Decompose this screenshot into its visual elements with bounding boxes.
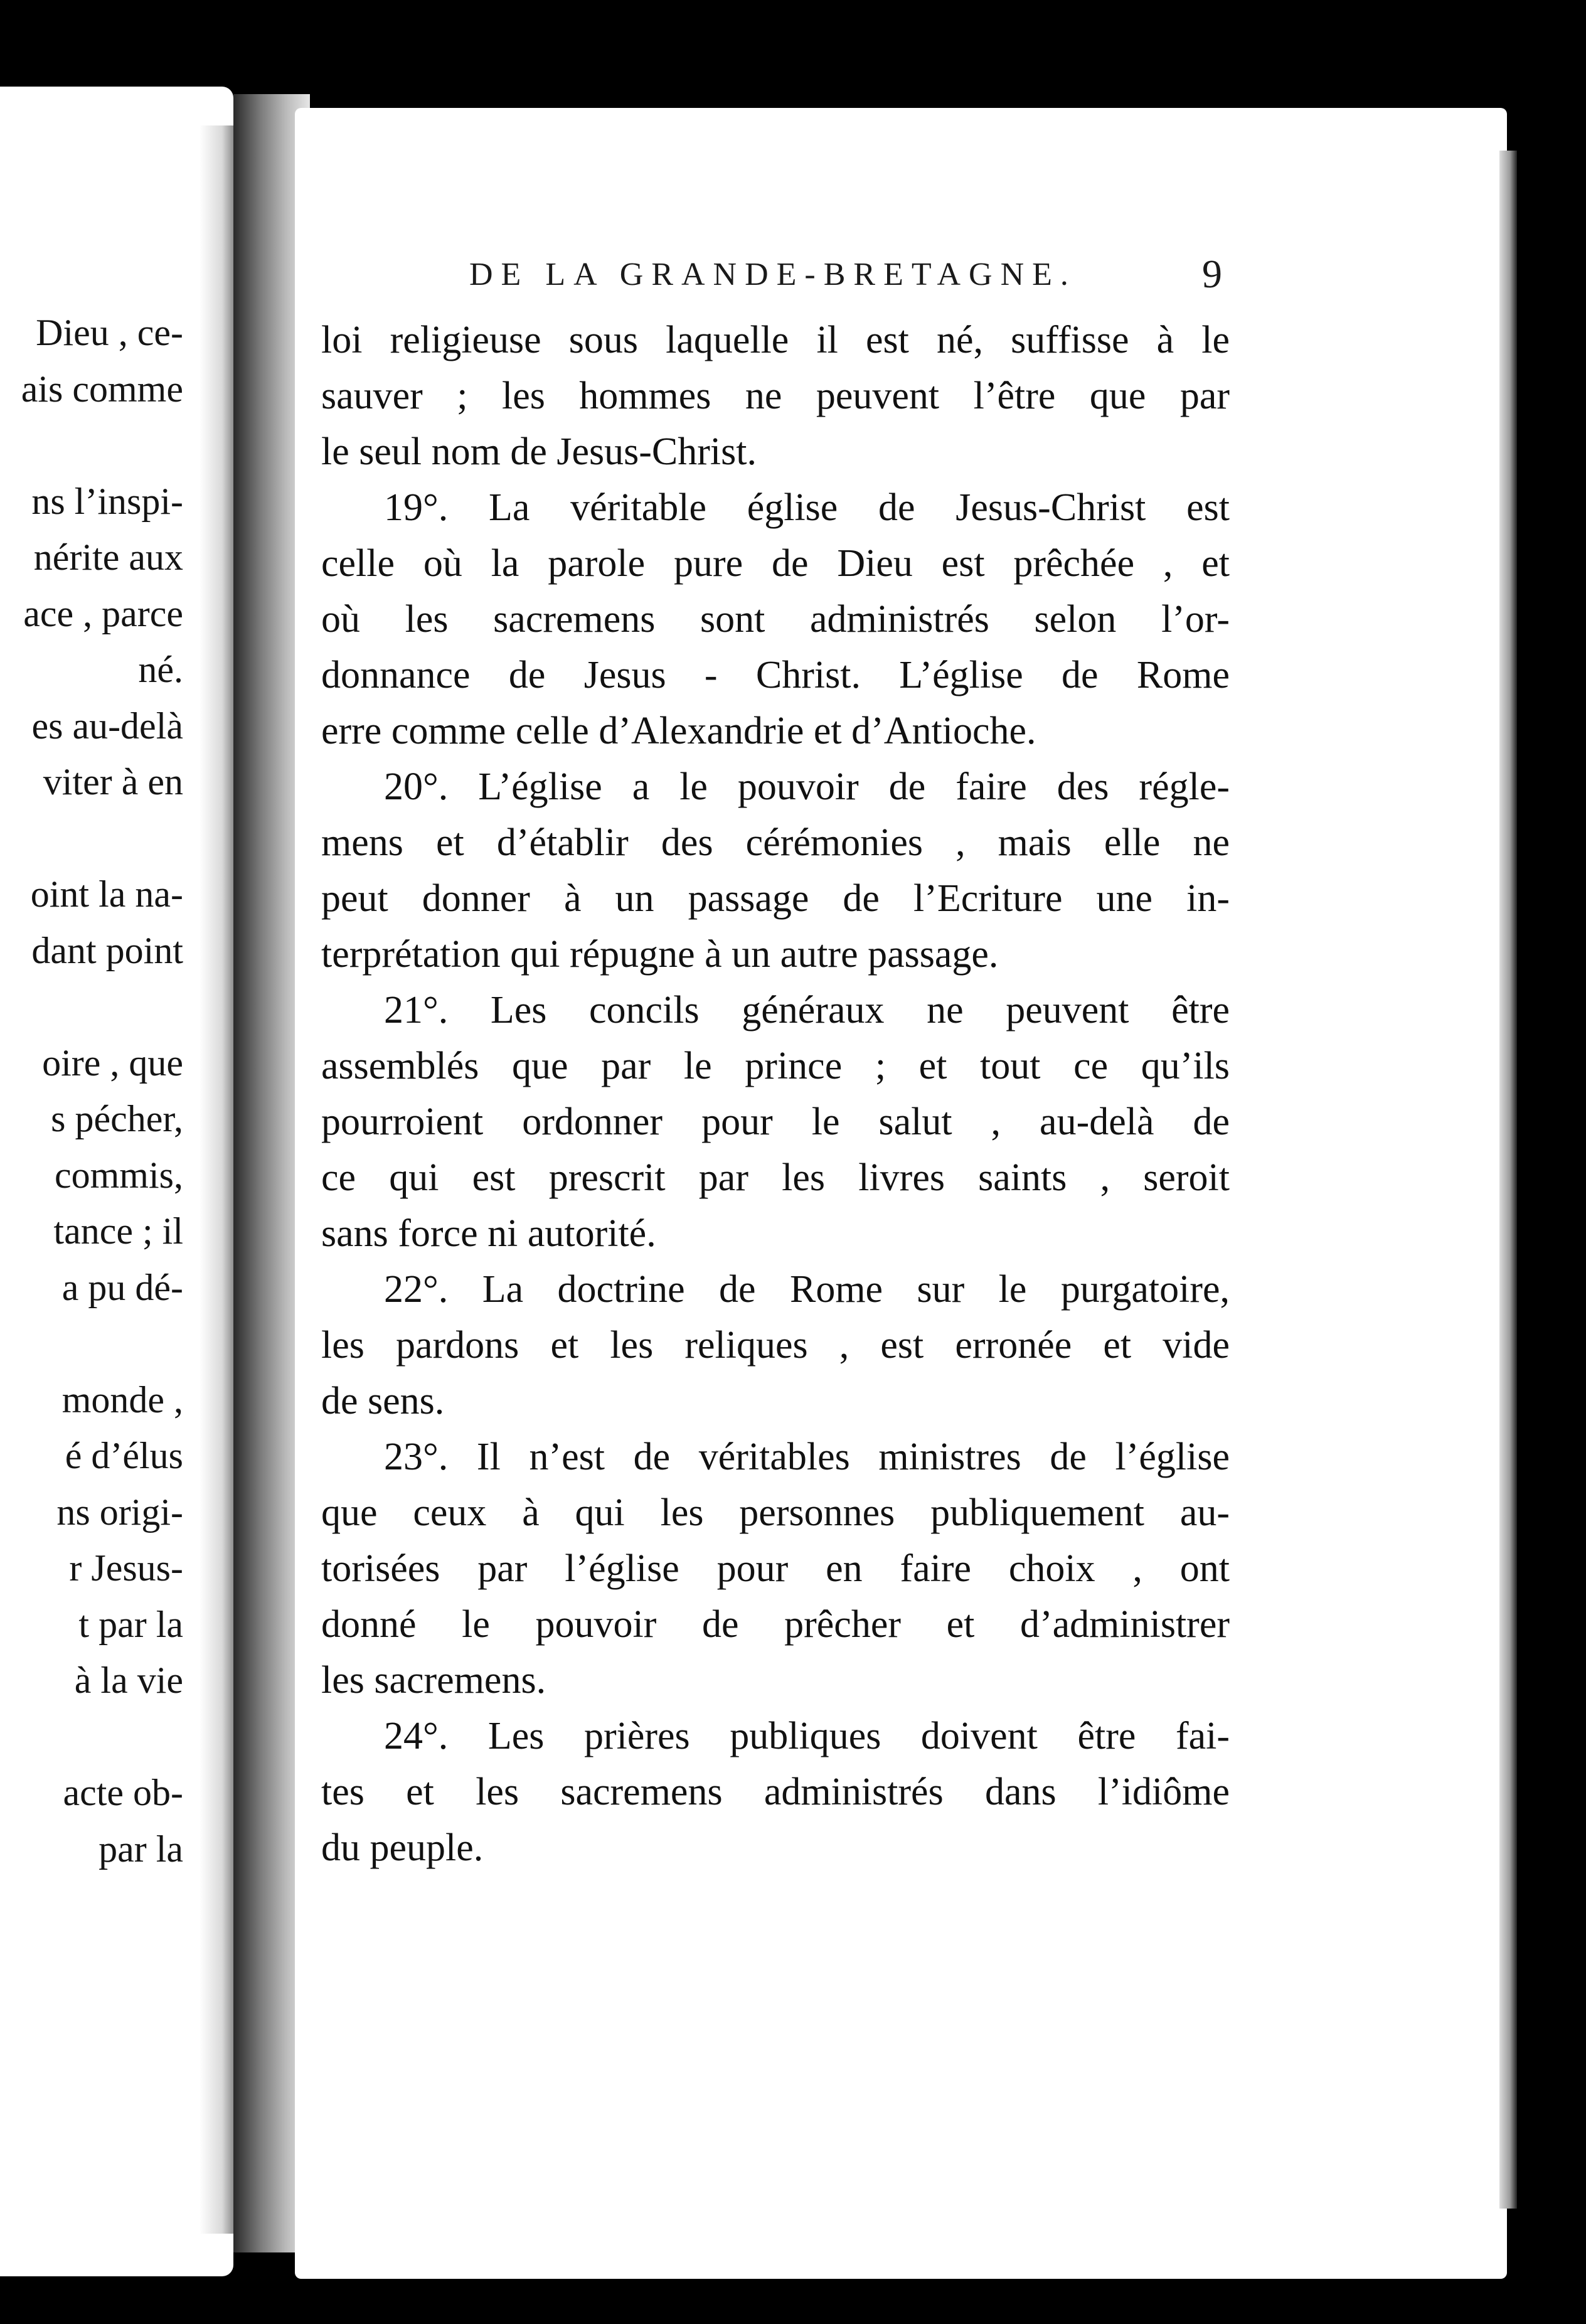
- text-line: pourroient ordonner pour le salut , au-delà de: [321, 1101, 1230, 1143]
- text-line: torisées par l’église pour en faire choix , ont: [321, 1547, 1230, 1590]
- text-line: 23°. Il n’est de véritables ministres de l’église: [384, 1436, 1230, 1478]
- text-line: sauver ; les hommes ne peuvent l’être que par: [321, 375, 1230, 417]
- text-line: de sens.: [321, 1380, 445, 1422]
- text-line: ce qui est prescrit par les livres saints , seroit: [321, 1156, 1230, 1199]
- left-page-line: es au-delà: [31, 705, 183, 747]
- running-head: DE LA GRANDE-BRETAGNE.: [469, 257, 1077, 292]
- left-page-line: ace , parce: [23, 592, 183, 634]
- text-line: le seul nom de Jesus-Christ.: [321, 430, 757, 473]
- text-line: tes et les sacremens administrés dans l’idiôme: [321, 1771, 1230, 1813]
- text-line: du peuple.: [321, 1826, 484, 1869]
- text-line: que ceux à qui les personnes publiquement au-: [321, 1491, 1230, 1534]
- left-page-line: a pu dé-: [61, 1266, 183, 1308]
- text-line: loi religieuse sous laquelle il est né, suffisse à le: [321, 319, 1230, 361]
- text-line: terprétation qui répugne à un autre passage.: [321, 933, 999, 976]
- left-page-line: né.: [138, 649, 183, 690]
- text-line: peut donner à un passage de l’Ecriture une in-: [321, 877, 1230, 920]
- left-page-line: dant point: [31, 929, 183, 971]
- left-page-line: t par la: [78, 1603, 183, 1645]
- left-page-line: viter à en: [43, 761, 183, 802]
- text-line: 22°. La doctrine de Rome sur le purgatoire,: [384, 1268, 1230, 1311]
- text-line: les pardons et les reliques , est erronée et vide: [321, 1324, 1230, 1367]
- left-page-line: é d’élus: [65, 1435, 183, 1476]
- left-page-line: nérite aux: [33, 536, 183, 578]
- text-line: celle où la parole pure de Dieu est prêchée , et: [321, 542, 1230, 585]
- page-right-edge: [1499, 151, 1517, 2209]
- body-text: [321, 312, 1230, 1876]
- left-page-line: ns origi-: [56, 1491, 183, 1533]
- text-line: 21°. Les concils généraux ne peuvent être: [384, 989, 1230, 1031]
- text-line: donné le pouvoir de prêcher et d’administrer: [321, 1603, 1230, 1646]
- left-page-line: oint la na-: [30, 873, 183, 915]
- text-line: les sacremens.: [321, 1659, 546, 1702]
- text-line: sans force ni autorité.: [321, 1212, 656, 1255]
- text-line: erre comme celle d’Alexandrie et d’Antioche.: [321, 710, 1036, 752]
- left-page-line: oire , que: [42, 1042, 183, 1084]
- gutter-page-edge: [200, 125, 237, 2234]
- left-page-line: s pécher,: [51, 1098, 183, 1139]
- page-number: 9: [1202, 252, 1222, 296]
- left-page-line: à la vie: [74, 1660, 183, 1701]
- left-page-line: ns l’inspi-: [31, 480, 183, 522]
- text-line: donnance de Jesus - Christ. L’église de Rome: [321, 654, 1230, 696]
- left-page-line: ais comme: [21, 368, 183, 410]
- left-page-line: r Jesus-: [69, 1547, 183, 1589]
- left-page-line: Dieu , ce-: [36, 312, 183, 353]
- left-page-line: monde ,: [61, 1378, 183, 1421]
- text-line: où les sacremens sont administrés selon l’or-: [321, 598, 1230, 641]
- text-line: assemblés que par le prince ; et tout ce qu’ils: [321, 1045, 1230, 1087]
- text-line: 24°. Les prières publiques doivent être fai-: [384, 1715, 1230, 1757]
- left-page-line: commis,: [55, 1154, 183, 1196]
- text-line: mens et d’établir des cérémonies , mais elle ne: [321, 821, 1230, 864]
- text-line: 20°. L’église a le pouvoir de faire des régle-: [384, 765, 1230, 808]
- left-page-line: acte ob-: [63, 1772, 183, 1813]
- facing-page-left: [0, 87, 233, 2276]
- left-page-line: tance ; il: [53, 1210, 183, 1252]
- left-page-line: par la: [98, 1828, 183, 1870]
- text-line: 19°. La véritable église de Jesus-Christ est: [384, 486, 1230, 529]
